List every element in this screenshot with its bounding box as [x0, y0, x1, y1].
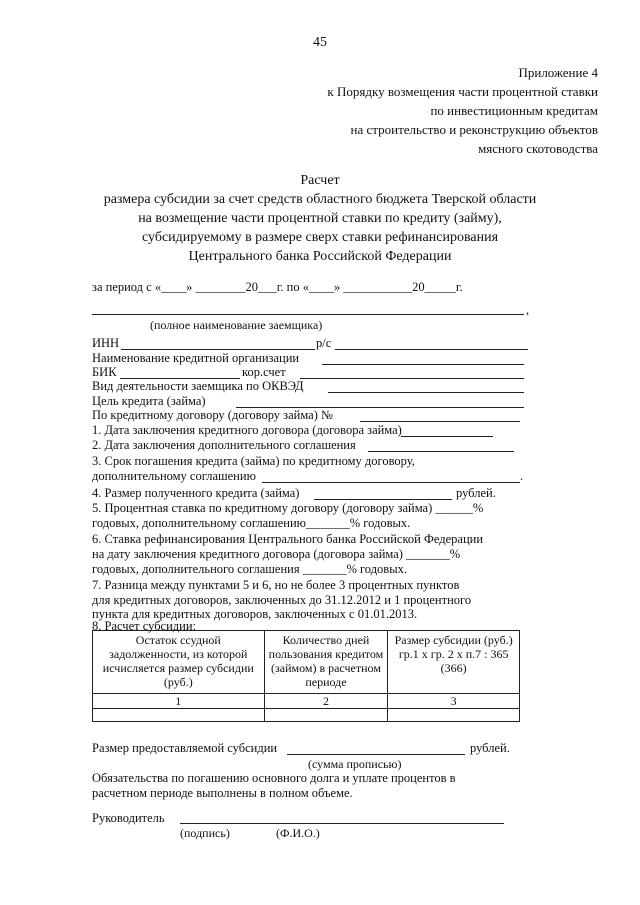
- table-header-row: [93, 631, 520, 694]
- item-6-label: 6. Ставка рефинансирования Центрального банка Российской Федерации: [92, 532, 484, 546]
- column-number-3: 3: [388, 694, 520, 709]
- column-number-2: 2: [264, 694, 388, 709]
- appendix-line-1: Приложение 4: [518, 65, 598, 80]
- header-cell-days: Количество дней пользования кредитом (займом) в расчетном периоде: [264, 631, 388, 694]
- item-3-field[interactable]: [262, 482, 520, 483]
- item-5-label: 5. Процентная ставка по кредитному договору (договору займа) ______%: [92, 501, 484, 515]
- okved-label: Вид деятельности заемщика по ОКВЭД: [92, 379, 304, 393]
- doc-subtitle-1: размера субсидии за счет средств областного бюджета Тверской области: [103, 192, 537, 207]
- appendix-line-5: мясного скотоводства: [478, 141, 598, 156]
- contract-number-field[interactable]: [360, 421, 520, 422]
- borrower-name-field[interactable]: [92, 314, 524, 315]
- bik-label: БИК: [92, 365, 117, 379]
- page-number: 45: [313, 35, 327, 50]
- item-3-label-cont: дополнительному соглашению: [92, 469, 256, 483]
- subsidy-table: [92, 630, 520, 722]
- contract-label: По кредитному договору (договору займа) №: [92, 408, 333, 422]
- item-3-label: 3. Срок погашения кредита (займа) по кредитному договору,: [92, 454, 415, 468]
- item-4-label: 4. Размер полученного кредита (займа): [92, 486, 300, 500]
- item-7-label-cont-1: для кредитных договоров, заключенных до 31.12.2012 и 1 процентного: [92, 593, 472, 607]
- amount-field[interactable]: [287, 754, 465, 755]
- table-number-row: [93, 694, 520, 709]
- doc-subtitle-3: субсидируемому в размере сверх ставки рефинансирования: [141, 230, 499, 245]
- item-1-field[interactable]: [401, 436, 493, 437]
- item-7-label-cont-2: пункта для кредитных договоров, заключенных с 01.01.2013.: [92, 607, 418, 621]
- okved-field[interactable]: [328, 392, 524, 393]
- days-cell[interactable]: [264, 709, 388, 722]
- appendix-line-2: к Порядку возмещения части процентной ставки: [327, 84, 598, 99]
- head-label: Руководитель: [92, 811, 165, 825]
- item-2-field[interactable]: [368, 451, 514, 452]
- inn-label: ИНН: [92, 336, 120, 350]
- inn-field[interactable]: [121, 349, 315, 350]
- balance-cell[interactable]: [93, 709, 265, 722]
- appendix-line-3: по инвестиционным кредитам: [430, 103, 598, 118]
- item-2-label: 2. Дата заключения дополнительного соглашения: [92, 438, 356, 452]
- fio-caption: (Ф.И.О.): [276, 826, 320, 840]
- bank-name-field[interactable]: [322, 364, 524, 365]
- obligation-line-2: расчетном периоде выполнены в полном объеме.: [92, 786, 353, 800]
- bank-name-label: Наименование кредитной организации: [92, 351, 300, 365]
- subsidy-cell[interactable]: [388, 709, 520, 722]
- amount-caption: (сумма прописью): [308, 757, 402, 771]
- header-cell-subsidy: Размер субсидии (руб.) гр.1 х гр. 2 х п.7 : 365 (366): [388, 631, 520, 694]
- item-7-label: 7. Разница между пунктами 5 и 6, но не более 3 процентных пунктов: [92, 578, 460, 592]
- rs-label: р/с: [316, 336, 332, 350]
- item-5-label-cont: годовых, дополнительному соглашению_______% годовых.: [92, 516, 411, 530]
- item-6-label-cont-2: годовых, дополнительного соглашения _______% годовых.: [92, 562, 407, 576]
- borrower-caption: (полное наименование заемщика): [150, 318, 323, 332]
- amount-label: Размер предоставляемой субсидии: [92, 741, 278, 755]
- doc-subtitle-2: на возмещение части процентной ставки по кредиту (займу),: [138, 211, 502, 226]
- amount-unit: рублей.: [470, 741, 510, 755]
- purpose-label: Цель кредита (займа): [92, 394, 206, 408]
- obligation-line-1: Обязательства по погашению основного долга и уплате процентов в: [92, 771, 456, 785]
- item-6-label-cont-1: на дату заключения кредитного договора (договора займа) _______%: [92, 547, 461, 561]
- doc-subtitle-4: Центрального банка Российской Федерации: [188, 249, 452, 264]
- corr-label: кор.счет: [242, 365, 286, 379]
- signature-caption: (подпись): [180, 826, 230, 840]
- doc-title: Расчет: [300, 173, 340, 188]
- header-cell-balance: Остаток ссудной задолженности, из которой исчисляется размер субсидии (руб.): [93, 631, 265, 694]
- table-row: [93, 709, 520, 722]
- item-4-field[interactable]: [314, 499, 452, 500]
- item-1-label: 1. Дата заключения кредитного договора (договора займа): [92, 423, 402, 437]
- corr-field[interactable]: [300, 378, 524, 379]
- period-line: за период с «____» ________20___г. по «____» ___________20_____г.: [92, 280, 463, 294]
- rs-field[interactable]: [335, 349, 528, 350]
- column-number-1: 1: [93, 694, 265, 709]
- signature-field[interactable]: [180, 823, 504, 824]
- item-4-unit: рублей.: [456, 486, 496, 500]
- appendix-line-4: на строительство и реконструкцию объектов: [350, 122, 598, 137]
- item-8-label: 8. Расчет субсидии:: [92, 619, 196, 633]
